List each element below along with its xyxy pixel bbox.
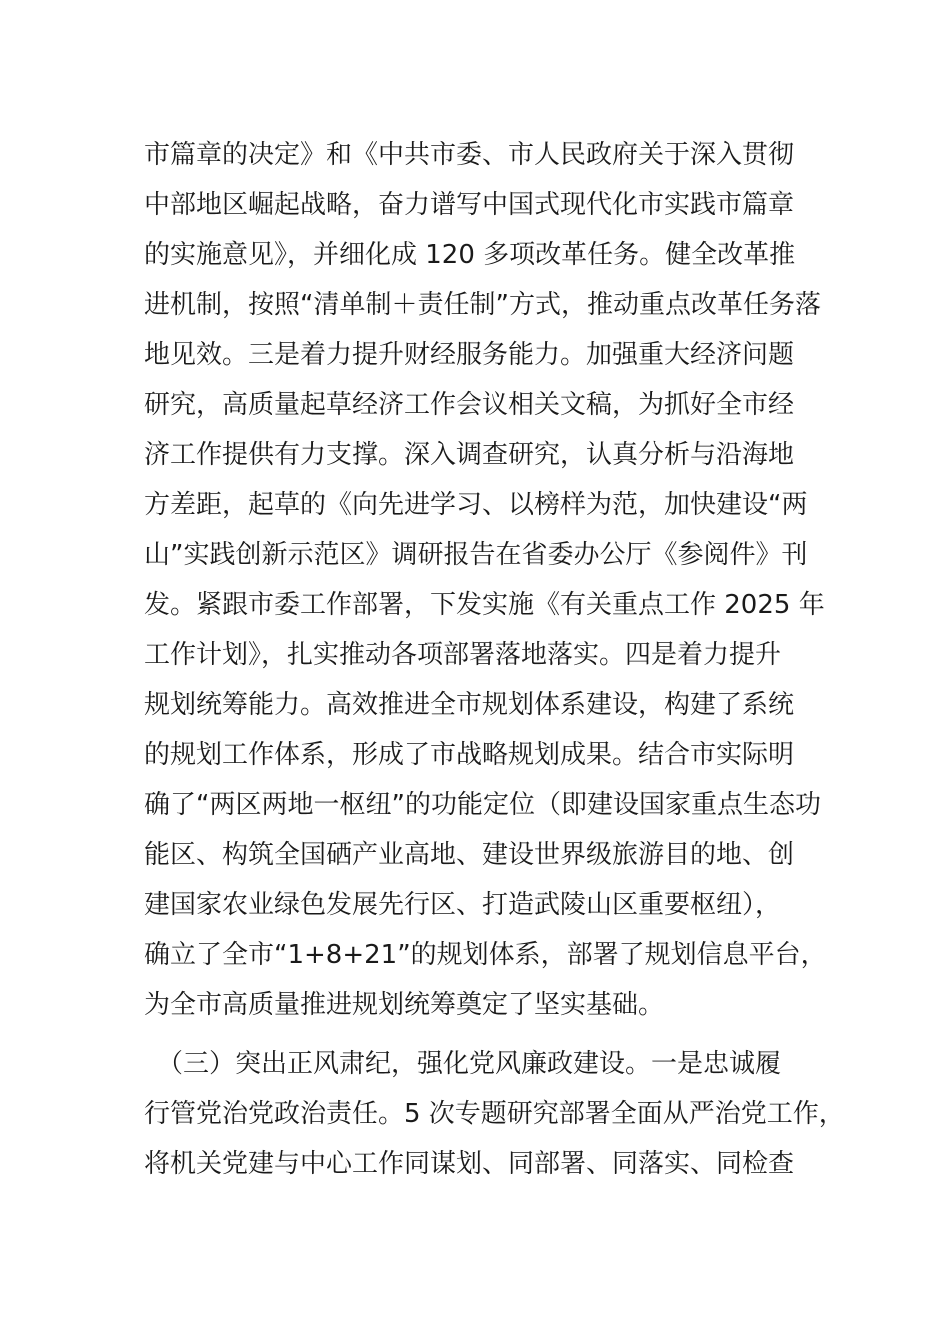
text-line: 确了“两区两地一枢纽”的功能定位（即建设国家重点生态功 [144, 790, 821, 820]
text-line: 确立了全市“1+8+21”的规划体系，部署了规划信息平台， [144, 940, 827, 970]
paragraph-planning [144, 130, 844, 1030]
text-line: 的实施意见》，并细化成 120 多项改革任务。健全改革推 [144, 240, 796, 270]
text-line: 进机制，按照“清单制＋责任制”方式，推动重点改革任务落 [144, 290, 821, 320]
text-line: 市篇章的决定》和《中共市委、市人民政府关于深入贯彻 [144, 140, 795, 170]
text-line: 方差距，起草的《向先进学习、以榜样为范，加快建设“两 [144, 490, 808, 520]
text-line: 中部地区崛起战略，奋力谱写中国式现代化市实践市篇章 [144, 190, 795, 220]
text-line: 行管党治党政治责任。5 次专题研究部署全面从严治党工作， [144, 1099, 845, 1129]
text-line: 规划统筹能力。高效推进全市规划体系建设，构建了系统 [144, 690, 795, 720]
text-line: 研究，高质量起草经济工作会议相关文稿，为抓好全市经 [144, 390, 795, 420]
text-line: 为全市高质量推进规划统筹奠定了坚实基础。 [144, 990, 665, 1020]
text-line: 建国家农业绿色发展先行区、打造武陵山区重要枢纽）， [144, 890, 782, 920]
text-line: 的规划工作体系，形成了市战略规划成果。结合市实际明 [144, 740, 795, 770]
text-line: 济工作提供有力支撑。深入调查研究，认真分析与沿海地 [144, 440, 795, 470]
text-line: 地见效。三是着力提升财经服务能力。加强重大经济问题 [144, 340, 795, 370]
text-line: 能区、构筑全国硒产业高地、建设世界级旅游目的地、创 [144, 840, 795, 870]
paragraph-discipline [144, 1039, 844, 1189]
text-line: 将机关党建与中心工作同谋划、同部署、同落实、同检查 [144, 1149, 795, 1179]
text-line: 发。紧跟市委工作部署，下发实施《有关重点工作 2025 年 [144, 590, 825, 620]
text-line: （三）突出正风肃纪，强化党风廉政建设。一是忠诚履 [144, 1049, 782, 1079]
text-line: 山”实践创新示范区》调研报告在省委办公厅《参阅件》刊 [144, 540, 808, 570]
text-line: 工作计划》，扎实推动各项部署落地落实。四是着力提升 [144, 640, 782, 670]
